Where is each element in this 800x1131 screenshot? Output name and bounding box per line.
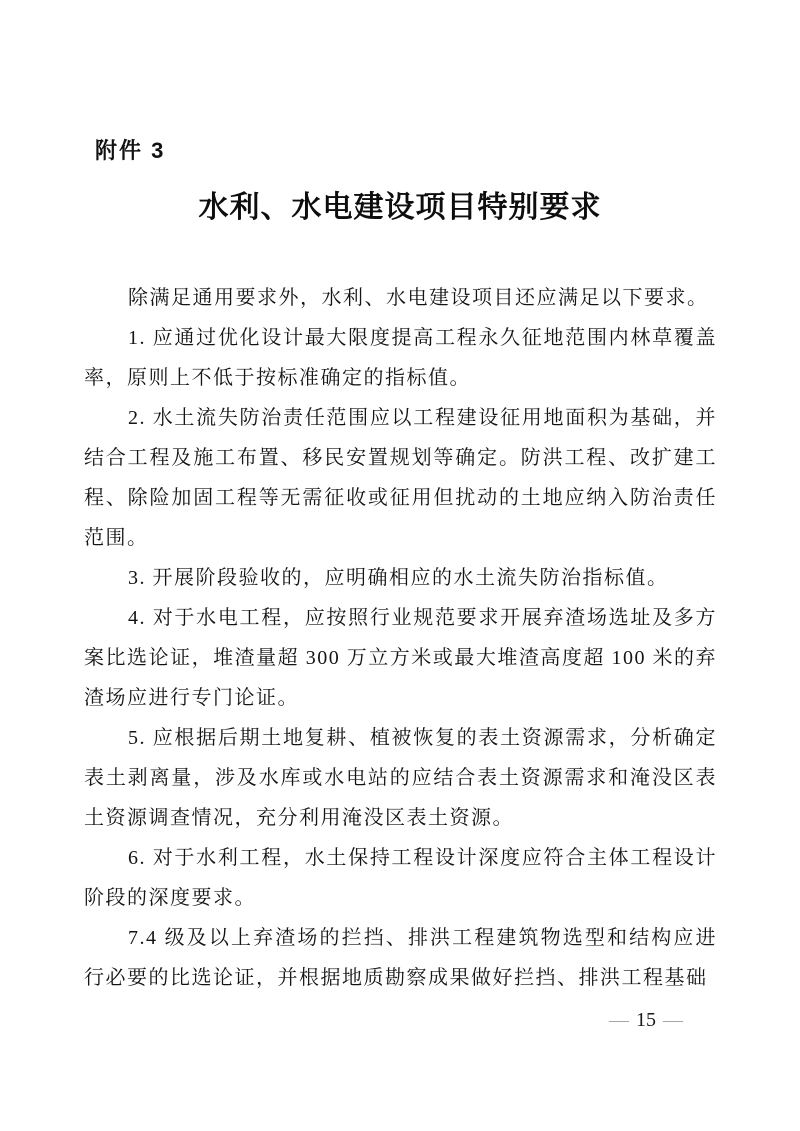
paragraph-item-2: 2. 水土流失防治责任范围应以工程建设征用地面积为基础，并结合工程及施工布置、移民安置规划等确定。防洪工程、改扩建工程、除险加固工程等无需征收或征用但扰动的土地应纳入防治责任范围。: [84, 407, 717, 549]
attachment-label: 附件 3: [95, 138, 166, 163]
paragraph-item-5: 5. 应根据后期土地复耕、植被恢复的表土资源需求，分析确定表土剥离量，涉及水库或水电站的应结合表土资源需求和淹没区表土资源调查情况，充分利用淹没区表土资源。: [84, 727, 717, 829]
paragraph-item-3: 3. 开展阶段验收的，应明确相应的水土流失防治指标值。: [128, 567, 669, 589]
paragraph-intro: 除满足通用要求外，水利、水电建设项目还应满足以下要求。: [128, 287, 709, 309]
footer-dash-right: —: [663, 1009, 683, 1031]
page-footer: [598, 1008, 694, 1032]
footer-dash-left: —: [609, 1009, 629, 1031]
footer-page-number: 15: [636, 1009, 656, 1031]
paragraph-item-6: 6. 对于水利工程，水土保持工程设计深度应符合主体工程设计阶段的深度要求。: [84, 847, 717, 909]
paragraph-item-4: 4. 对于水电工程，应按照行业规范要求开展弃渣场选址及多方案比选论证，堆渣量超 300 万立方米或最大堆渣高度超 100 米的弃渣场应进行专门论证。: [84, 607, 717, 709]
paragraph-item-1: 1. 应通过优化设计最大限度提高工程永久征地范围内林草覆盖率，原则上不低于按标准确定的指标值。: [84, 327, 717, 389]
document-body: [84, 278, 717, 998]
paragraph-item-7: 7.4 级及以上弃渣场的拦挡、排洪工程建筑物选型和结构应进行必要的比选论证，并根据地质勘察成果做好拦挡、排洪工程基础: [84, 927, 717, 989]
page-title: 水利、水电建设项目特别要求: [198, 191, 602, 224]
